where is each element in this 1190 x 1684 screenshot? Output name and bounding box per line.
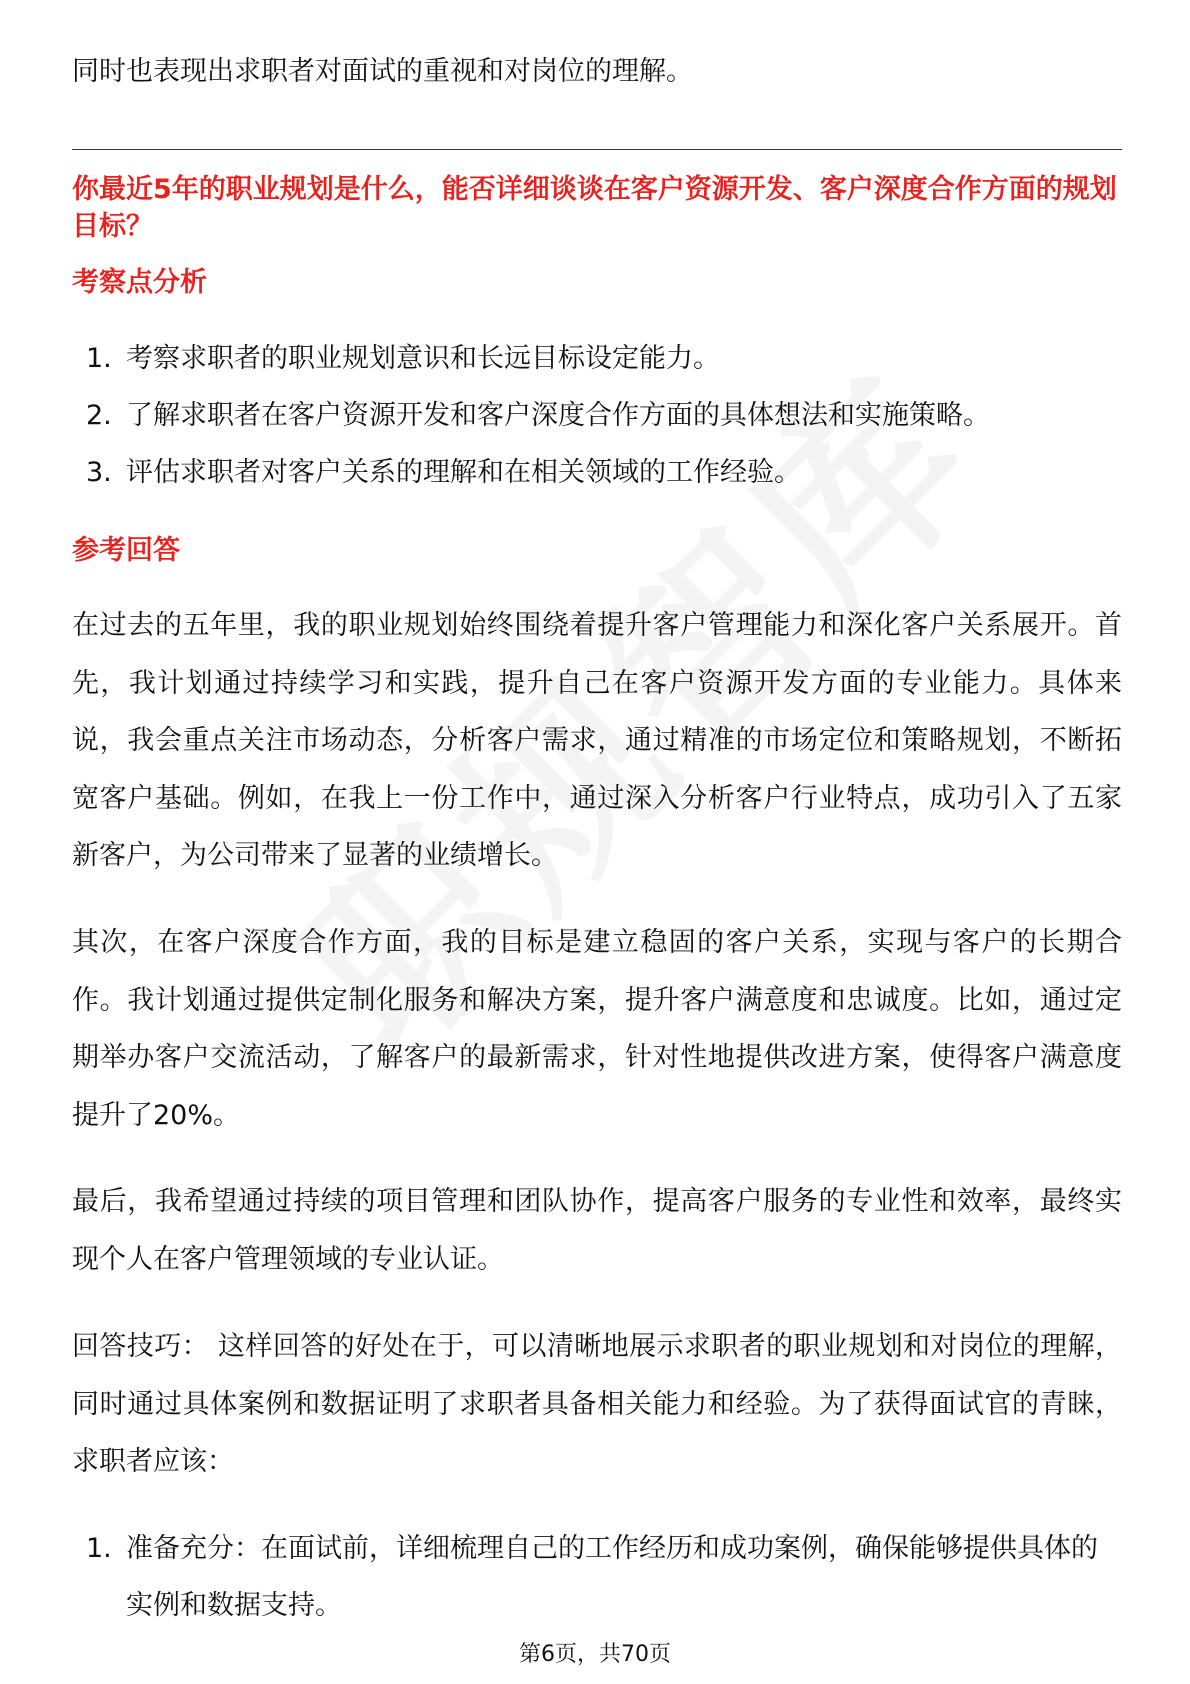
list-number: 1. xyxy=(86,1533,112,1564)
answer-tips-paragraph: 回答技巧： 这样回答的好处在于，可以清晰地展示求职者的职业规划和对岗位的理解，同时通过具体案例和数据证明了求职者具备相关能力和经验。为了获得面试官的青睐，求职者应该： xyxy=(72,1331,1122,1477)
list-item xyxy=(72,387,1122,444)
answer-paragraph: 其次，在客户深度合作方面，我的目标是建立稳固的客户关系，实现与客户的长期合作。我计划通过提供定制化服务和解决方案，提升客户满意度和忠诚度。比如，通过定期举办客户交流活动，了解客户的最新需求，针对性地提供改进方案，使得客户满意度提升了20%。 xyxy=(72,927,1122,1131)
list-item-text: 了解求职者在客户资源开发和客户深度合作方面的具体想法和实施策略。 xyxy=(126,400,990,431)
list-item xyxy=(72,1520,1122,1634)
section-divider xyxy=(72,149,1122,150)
analysis-title: 考察点分析 xyxy=(72,267,207,298)
page-number: 第6页，共70页 xyxy=(519,1642,671,1667)
list-number: 1. xyxy=(86,343,112,374)
list-item-text: 评估求职者对客户关系的理解和在相关领域的工作经验。 xyxy=(126,457,801,488)
question-heading: 你最近5年的职业规划是什么，能否详细谈谈在客户资源开发、客户深度合作方面的规划目标？ xyxy=(72,174,1117,242)
answer-title: 参考回答 xyxy=(72,535,180,566)
list-number: 2. xyxy=(86,400,112,431)
list-item-text: 考察求职者的职业规划意识和长远目标设定能力。 xyxy=(126,343,720,374)
answer-paragraph: 最后，我希望通过持续的项目管理和团队协作，提高客户服务的专业性和效率，最终实现个人在客户管理领域的专业认证。 xyxy=(72,1186,1122,1275)
tips-list xyxy=(72,1520,1122,1634)
answer-paragraph: 在过去的五年里，我的职业规划始终围绕着提升客户管理能力和深化客户关系展开。首先，我计划通过持续学习和实践，提升自己在客户资源开发方面的专业能力。具体来说，我会重点关注市场动态，分析客户需求，通过精准的市场定位和策略规划，不断拓宽客户基础。例如，在我上一份工作中，通过深入分析客户行业特点，成功引入了五家新客户，为公司带来了显著的业绩增长。 xyxy=(72,610,1122,871)
list-item xyxy=(72,444,1122,501)
list-number: 3. xyxy=(86,457,112,488)
list-item-text: 准备充分：在面试前，详细梳理自己的工作经历和成功案例，确保能够提供具体的实例和数据支持。 xyxy=(126,1533,1098,1621)
analysis-list xyxy=(72,330,1122,501)
list-item xyxy=(72,330,1122,387)
intro-text: 同时也表现出求职者对面试的重视和对岗位的理解。 xyxy=(72,56,693,87)
